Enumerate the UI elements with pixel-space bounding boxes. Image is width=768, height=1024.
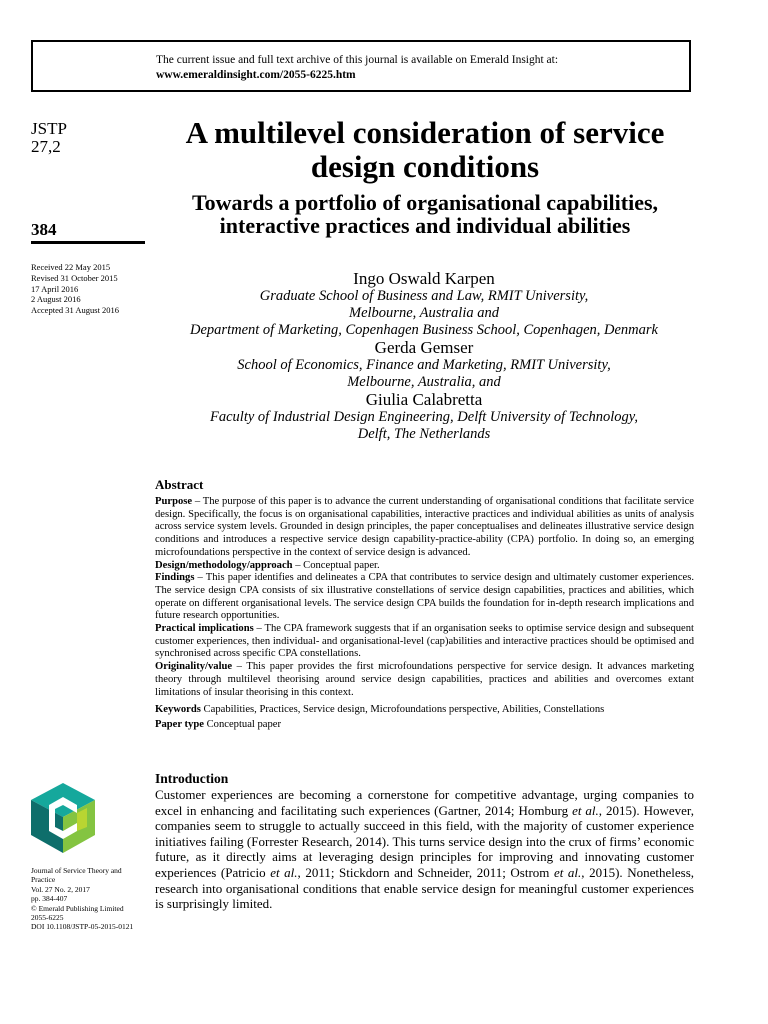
design-label: Design/methodology/approach [155, 559, 293, 571]
author-affiliation: Department of Marketing, Copenhagen Business School, Copenhagen, Denmark [190, 322, 658, 338]
margin-divider [31, 241, 145, 244]
keywords-label: Keywords [155, 704, 201, 716]
paper-type [155, 717, 694, 732]
date-line: 2 August 2016 [31, 294, 81, 305]
journal-volume: 27,2 [31, 137, 61, 156]
practical-label: Practical implications [155, 623, 254, 635]
journal-logo-icon [31, 783, 95, 853]
paper-subtitle: Towards a portfolio of organisational capabilities, interactive practices and individual abilities [191, 190, 659, 238]
intro-text: , 2015). Nonetheless, research into organisational conditions that enable service design for meaningful customer experiences is surprisingly limited. [155, 864, 695, 912]
author-affiliation: Melbourne, Australia, and [347, 374, 501, 390]
keywords-text: Capabilities, Practices, Service design, Microfoundations perspective, Abilities, Constellations [200, 704, 605, 716]
intro-etal: et al. [572, 802, 599, 818]
journal-access-box [31, 40, 691, 92]
footer-line: Journal of Service Theory and [31, 866, 122, 875]
intro-etal: et al. [553, 864, 582, 880]
author-name: Ingo Oswald Karpen [353, 269, 495, 288]
received-dates [31, 262, 119, 316]
journal-abbrev: JSTP [31, 119, 67, 138]
page-number: 384 [31, 220, 57, 239]
abstract-originality [155, 661, 694, 699]
findings-text: – This paper identifies and delineates a CPA that contributes to service design and ultimately customer experiences. The service design CPA consists of six illustrative constellations of service design capabilities, practices and abilities, which operate on different organisational levels. The service design CPA builds the foundation for in-depth research implications and future research opportunities. [155, 572, 694, 622]
abstract-findings [155, 572, 694, 623]
author-affiliation: Melbourne, Australia and [349, 305, 499, 321]
paper-title: A multilevel consideration of service design conditions [185, 115, 665, 184]
abstract-purpose [155, 496, 694, 560]
purpose-text: – The purpose of this paper is to advance the current understanding of organisational conditions that facilitate service design. Specifically, the focus is on organisational capabilities, interactive practices and individual abilities as units of analysis across service system levels. Grounded in design principles, the paper conceptualises and delineates illustrative service design conditions and introduces a respective service design capability-practice-ability (CPA) portfolio. In doing so, an emerging microfoundations perspective in the context of service design is advanced. [155, 496, 694, 558]
author-affiliation: Faculty of Industrial Design Engineering, Delft University of Technology, [210, 409, 638, 425]
footer-line: pp. 384-407 [31, 894, 68, 904]
footer-line: © Emerald Publishing Limited [31, 903, 124, 913]
introduction-paragraph [155, 787, 694, 912]
abstract-heading: Abstract [155, 477, 204, 492]
author-name: Giulia Calabretta [365, 390, 483, 409]
introduction-section [155, 770, 694, 912]
intro-text: Customer experiences are becoming a cornerstone for competitive advantage, urging companies to excel in enhancing and facilitating such experiences (Gartner, 2014; Homburg [155, 787, 694, 818]
publication-info [31, 866, 141, 932]
paper-type-label: Paper type [155, 719, 204, 731]
author-block [150, 270, 698, 443]
originality-text: – This paper provides the first microfoundations perspective for service design. It advances marketing theory through multilevel theorising around service design capabilities, practices and abilities and overcomes extant limitations of insular theorising in this context. [155, 661, 694, 698]
paper-type-text: Conceptual paper [203, 719, 282, 731]
keywords [155, 702, 694, 717]
abstract-design [155, 560, 694, 573]
purpose-label: Purpose [155, 496, 193, 507]
access-notice: The current issue and full text archive of this journal is available on Emerald Insight at: [156, 54, 559, 66]
intro-etal: et al. [270, 864, 298, 880]
footer-line: Vol. 27 No. 2, 2017 [31, 884, 90, 894]
design-text: – Conceptual paper. [292, 559, 380, 571]
author-affiliation: School of Economics, Finance and Marketing, RMIT University, [237, 357, 611, 373]
intro-text: , 2011; Stickdorn and Schneider, 2011; Ostrom [297, 864, 554, 880]
practical-text: – The CPA framework suggests that if an organisation seeks to optimise service design and subsequent customer experiences, then individual- and organisational-level (cap)abilities and interactive practices should be optimised and synchronised across specific CPA constellations. [155, 623, 694, 660]
introduction-heading: Introduction [155, 771, 229, 786]
abstract-practical [155, 623, 694, 661]
intro-text: , 2015). However, companies seem to struggle to actually succeed in this field, with the majority of customer experience initiatives failing (Forrester Research, 2014). This turns service design into the crux of firms’ economic future, as it directly aims at leveraging design principles for improving and innovating customer experiences (Patricio [155, 802, 694, 880]
author-name: Gerda Gemser [374, 338, 474, 357]
abstract-section [155, 477, 694, 732]
footer-line: Practice [31, 875, 56, 885]
originality-label: Originality/value [155, 661, 233, 673]
author-affiliation: Graduate School of Business and Law, RMIT University, [259, 288, 589, 304]
journal-url-link[interactable]: www.emeraldinsight.com/2055-6225.htm [156, 69, 356, 81]
date-line: Revised 31 October 2015 [31, 272, 118, 283]
author-affiliation: Delft, The Netherlands [357, 426, 491, 442]
date-line: Accepted 31 August 2016 [31, 305, 120, 316]
findings-label: Findings [155, 572, 195, 584]
date-line: 17 April 2016 [31, 283, 79, 294]
footer-line: 2055-6225 [31, 913, 64, 923]
doi-link[interactable]: DOI 10.1108/JSTP-05-2015-0121 [31, 922, 134, 932]
journal-id [31, 120, 67, 156]
date-line: Received 22 May 2015 [31, 262, 111, 272]
